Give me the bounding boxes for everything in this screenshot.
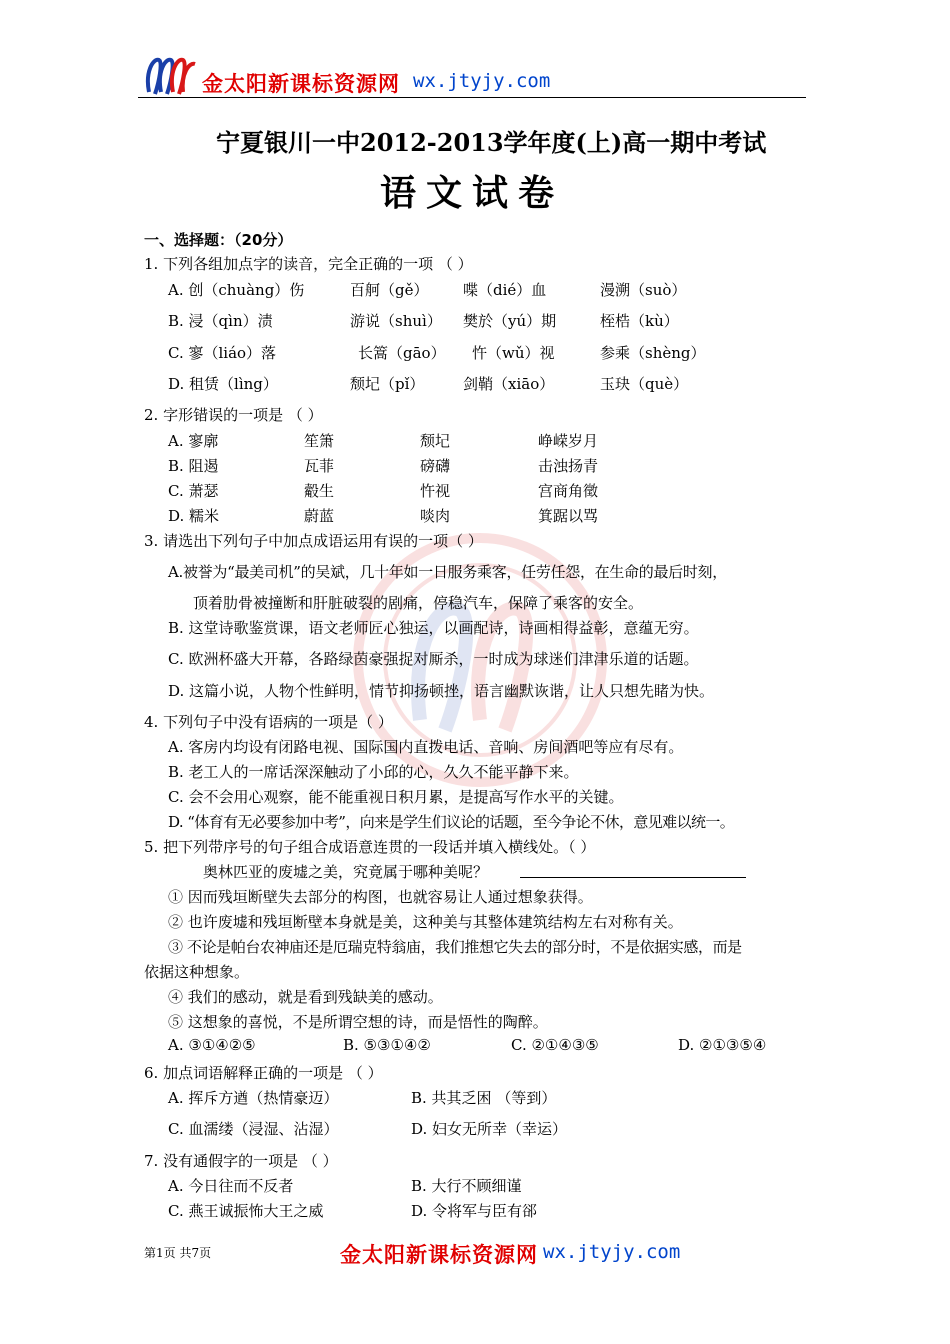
q2-option: 忤视 xyxy=(420,482,451,500)
q2-option: 啖肉 xyxy=(420,507,451,525)
footer-brand: 金太阳新课标资源网 xyxy=(340,1243,538,1267)
q3-option-b: B. 这堂诗歌鉴赏课，语文老师匠心独运，以画配诗，诗画相得益彰，意蕴无穷。 xyxy=(168,619,699,637)
q6-option-c: C. 血濡缕（浸湿、沾湿） xyxy=(168,1120,339,1138)
q4-option-a: A. 客房内均设有闭路电视、国际国内直拨电话、音响、房间酒吧等应有尽有。 xyxy=(168,738,684,756)
q5-option: B. ⑤③①④② xyxy=(343,1036,431,1054)
q2-option: 颓圮 xyxy=(420,432,451,450)
q2-option: A. 寥廓 xyxy=(168,432,219,450)
q5-option: D. ②①③⑤④ xyxy=(678,1036,767,1054)
header-brand: 金太阳新课标资源网 xyxy=(202,72,400,96)
q5-sentence: ③ 不论是帕台农神庙还是厄瑞克特翁庙，我们推想它失去的部分时，不是依据实感，而是 xyxy=(168,938,742,956)
q2-option: 觳生 xyxy=(304,482,335,500)
q6-option-b: B. 共其乏困 （等到） xyxy=(411,1089,557,1107)
q7-option-a: A. 今日往而不反者 xyxy=(168,1177,294,1195)
q5-sentence-cont: 依据这种想象。 xyxy=(144,963,250,981)
q2-option: 瓦菲 xyxy=(304,457,335,475)
q1-option: 玉玦（què） xyxy=(600,375,689,393)
q2-option: 磅礴 xyxy=(420,457,451,475)
header-url[interactable]: wx.jtyjy.com xyxy=(413,70,551,92)
q1-option: 参乘（shèng） xyxy=(600,344,706,362)
q1-option: A. 创（chuàng）伤 xyxy=(168,281,305,299)
q2-option: B. 阻遏 xyxy=(168,457,219,475)
q1-option: 长篙（gāo） xyxy=(358,344,446,362)
q4-option-b: B. 老工人的一席话深深触动了小邱的心，久久不能平静下来。 xyxy=(168,763,579,781)
q1-option: 百舸（gě） xyxy=(350,281,429,299)
q1-option: B. 浸（qìn）渍 xyxy=(168,312,273,330)
question-7-stem: 7. 没有通假字的一项是 （ ） xyxy=(144,1152,338,1170)
q4-option-d: D. “体育有无必要参加中考”，向来是学生们议论的话题，至今争论不休，意见难以统一。 xyxy=(168,813,735,831)
q2-option: 蔚蓝 xyxy=(304,507,335,525)
q2-option: 箕踞以骂 xyxy=(538,507,599,525)
question-6-stem: 6. 加点词语解释正确的一项是 （ ） xyxy=(144,1064,383,1082)
q6-option-a: A. 挥斥方遒（热情豪迈） xyxy=(168,1089,339,1107)
q1-option: 颓圮（pǐ） xyxy=(350,375,425,393)
page-number: 第1页 共7页 xyxy=(144,1246,212,1260)
q5-sentence: ① 因而残垣断壁失去部分的构图，也就容易让人通过想象获得。 xyxy=(168,888,593,906)
header-divider xyxy=(138,97,806,98)
q2-option: 峥嵘岁月 xyxy=(538,432,599,450)
q5-option: A. ③①④②⑤ xyxy=(168,1036,256,1054)
q3-option-a-cont: 顶着肋骨被撞断和肝脏破裂的剧痛，停稳汽车，保障了乘客的安全。 xyxy=(193,594,644,612)
q5-sentence: ② 也许废墟和残垣断壁本身就是美，这种美与其整体建筑结构左右对称有关。 xyxy=(168,913,683,931)
question-5-stem: 5. 把下列带序号的句子组合成语意连贯的一段话并填入横线处。（ ） xyxy=(144,838,596,856)
q7-option-b: B. 大行不顾细谨 xyxy=(411,1177,522,1195)
q2-option: D. 糯米 xyxy=(168,507,220,525)
question-1-stem: 1. 下列各组加点字的读音，完全正确的一项 （ ） xyxy=(144,255,473,273)
q5-sentence: ④ 我们的感动，就是看到残缺美的感动。 xyxy=(168,988,443,1006)
question-3-stem: 3. 请选出下列句子中加点成语运用有误的一项（ ） xyxy=(144,532,483,550)
answer-blank-line xyxy=(520,877,746,878)
q1-option: 桎梏（kù） xyxy=(600,312,679,330)
section-heading: 一、选择题：（20分） xyxy=(144,231,293,249)
q1-option: D. 租赁（lìng） xyxy=(168,375,278,393)
footer-url[interactable]: wx.jtyjy.com xyxy=(543,1241,681,1263)
q5-option: C. ②①④③⑤ xyxy=(511,1036,599,1054)
q7-option-d: D. 令将军与臣有郤 xyxy=(411,1202,538,1220)
q2-option: 击浊扬青 xyxy=(538,457,599,475)
q1-option: 游说（shuì） xyxy=(350,312,442,330)
q1-option: 忤（wǔ）视 xyxy=(472,344,555,362)
q1-option: C. 寥（liáo）落 xyxy=(168,344,277,362)
question-2-stem: 2. 字形错误的一项是 （ ） xyxy=(144,406,323,424)
question-4-stem: 4. 下列句子中没有语病的一项是（ ） xyxy=(144,713,393,731)
q2-option: 笙箫 xyxy=(304,432,335,450)
exam-title: 宁夏银川一中2012-2013学年度(上)高一期中考试 xyxy=(216,128,767,157)
q2-option: 宫商角徵 xyxy=(538,482,599,500)
q3-option-c: C. 欧洲杯盛大开幕，各路绿茵豪强捉对厮杀，一时成为球迷们津津乐道的话题。 xyxy=(168,650,699,668)
brand-logo-icon xyxy=(145,52,197,98)
q1-option: 喋（dié）血 xyxy=(463,281,547,299)
q5-lead-text: 奥林匹亚的废墟之美，究竟属于哪种美呢？ xyxy=(203,863,489,881)
q6-option-d: D. 妇女无所幸（幸运） xyxy=(411,1120,568,1138)
q7-option-c: C. 燕王诚振怖大王之威 xyxy=(168,1202,324,1220)
q4-option-c: C. 会不会用心观察，能不能重视日积月累，是提高写作水平的关键。 xyxy=(168,788,624,806)
q3-option-d: D. 这篇小说，人物个性鲜明，情节抑扬顿挫，语言幽默诙谐，让人只想先睹为快。 xyxy=(168,682,715,700)
q5-sentence: ⑤ 这想象的喜悦，不是所谓空想的诗，而是悟性的陶醉。 xyxy=(168,1013,548,1031)
q1-option: 樊於（yú）期 xyxy=(463,312,557,330)
exam-subject-title: 语文试卷 xyxy=(380,173,565,214)
q3-option-a: A.被誉为“最美司机”的吴斌，几十年如一日服务乘客，任劳任怨，在生命的最后时刻， xyxy=(168,563,727,581)
q1-option: 剑鞘（xiāo） xyxy=(463,375,555,393)
q2-option: C. 萧瑟 xyxy=(168,482,219,500)
q1-option: 漫溯（suò） xyxy=(600,281,687,299)
